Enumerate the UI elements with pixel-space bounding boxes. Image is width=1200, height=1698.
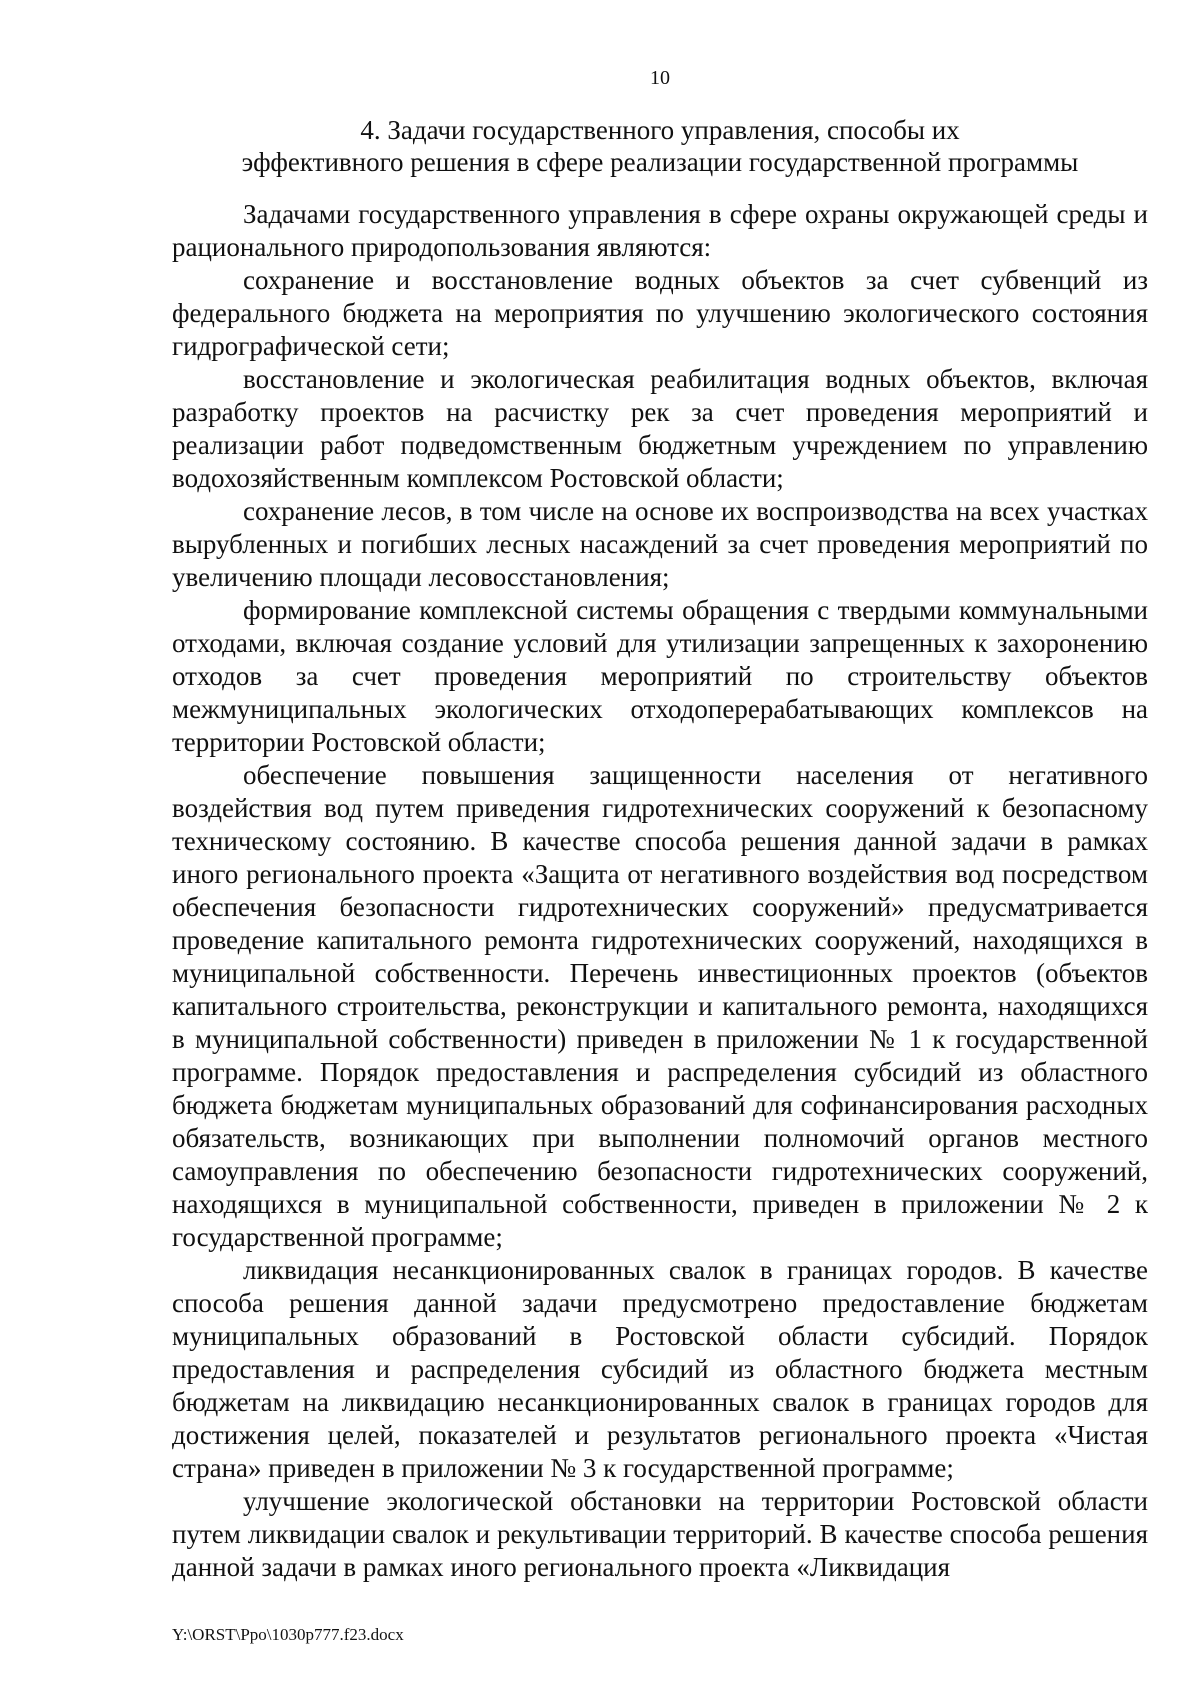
paragraph-illegal-dumps: ликвидация несанкционированных свалок в границах городов. В качестве способа решения данной задачи предусмотрено предоставление бюджетам муниципальных образований в Ростовской области субсидий. Порядок предоставления и распределения субсидий из областного бюджета местным бюджетам на ликвидацию несанкционированных свалок в границах городов для достижения целей, показателей и результатов регионального проекта «Чистая страна» приведен в приложении № 3 к государственной программе; <box>172 1255 1148 1483</box>
section-heading-line-2: эффективного решения в сфере реализации государственной программы <box>241 147 1079 177</box>
paragraph-hydraulic-structures: обеспечение повышения защищенности населения от негативного воздействия вод путем приведения гидротехнических сооружений к безопасному техническому состоянию. В качестве способа решения данной задачи в рамках иного регионального проекта «Защита от негативного воздействия вод посредством обеспечения безопасности гидротехнических сооружений» предусматривается проведение капитального ремонта гидротехнических сооружений, находящихся в муниципальной собственности. Перечень инвестиционных проектов (объектов капитального строительства, реконструкции и капитального ремонта, находящихся в муниципальной собственности) приведен в приложении № 1 к государственной программе. Порядок предоставления и распределения субсидий из областного бюджета бюджетам муниципальных образований для софинансирования расходных обязательств, возникающих при выполнении полномочий органов местного самоуправления по обеспечению безопасности гидротехнических сооружений, находящихся в муниципальной собственности, приведен в приложении № 2 к государственной программе; <box>172 760 1148 1252</box>
section-heading-line-1: 4. Задачи государственного управления, способы их <box>360 115 960 145</box>
paragraph-waste-management: формирование комплексной системы обращения с твердыми коммунальными отходами, включая создание условий для утилизации запрещенных к захоронению отходов за счет проведения мероприятий по строительству объектов межмуниципальных экологических отходоперерабатывающих комплексов на территории Ростовской области; <box>172 595 1148 757</box>
paragraph-water-objects-preservation: сохранение и восстановление водных объектов за счет субвенций из федерального бюджета на мероприятия по улучшению экологического состояния гидрографической сети; <box>172 265 1148 361</box>
document-body <box>172 198 1148 1584</box>
footer-file-path: Y:\ORST\Ppo\1030p777.f23.docx <box>172 1625 404 1644</box>
paragraph-ecological-improvement: улучшение экологической обстановки на территории Ростовской области путем ликвидации свалок и рекультивации территорий. В качестве способа решения данной задачи в рамках иного регионального проекта «Ликвидация <box>172 1486 1148 1582</box>
paragraph-forest-preservation: сохранение лесов, в том числе на основе их воспроизводства на всех участках вырубленных и погибших лесных насаждений за счет проведения мероприятий по увеличению площади лесовосстановления; <box>172 496 1148 592</box>
paragraph-intro: Задачами государственного управления в сфере охраны окружающей среды и рационального природопользования являются: <box>172 199 1148 262</box>
page-number: 10 <box>650 67 670 89</box>
paragraph-water-objects-rehabilitation: восстановление и экологическая реабилитация водных объектов, включая разработку проектов на расчистку рек за счет проведения мероприятий и реализации работ подведомственным бюджетным учреждением по управлению водохозяйственным комплексом Ростовской области; <box>172 364 1148 493</box>
section-heading <box>172 114 1148 178</box>
